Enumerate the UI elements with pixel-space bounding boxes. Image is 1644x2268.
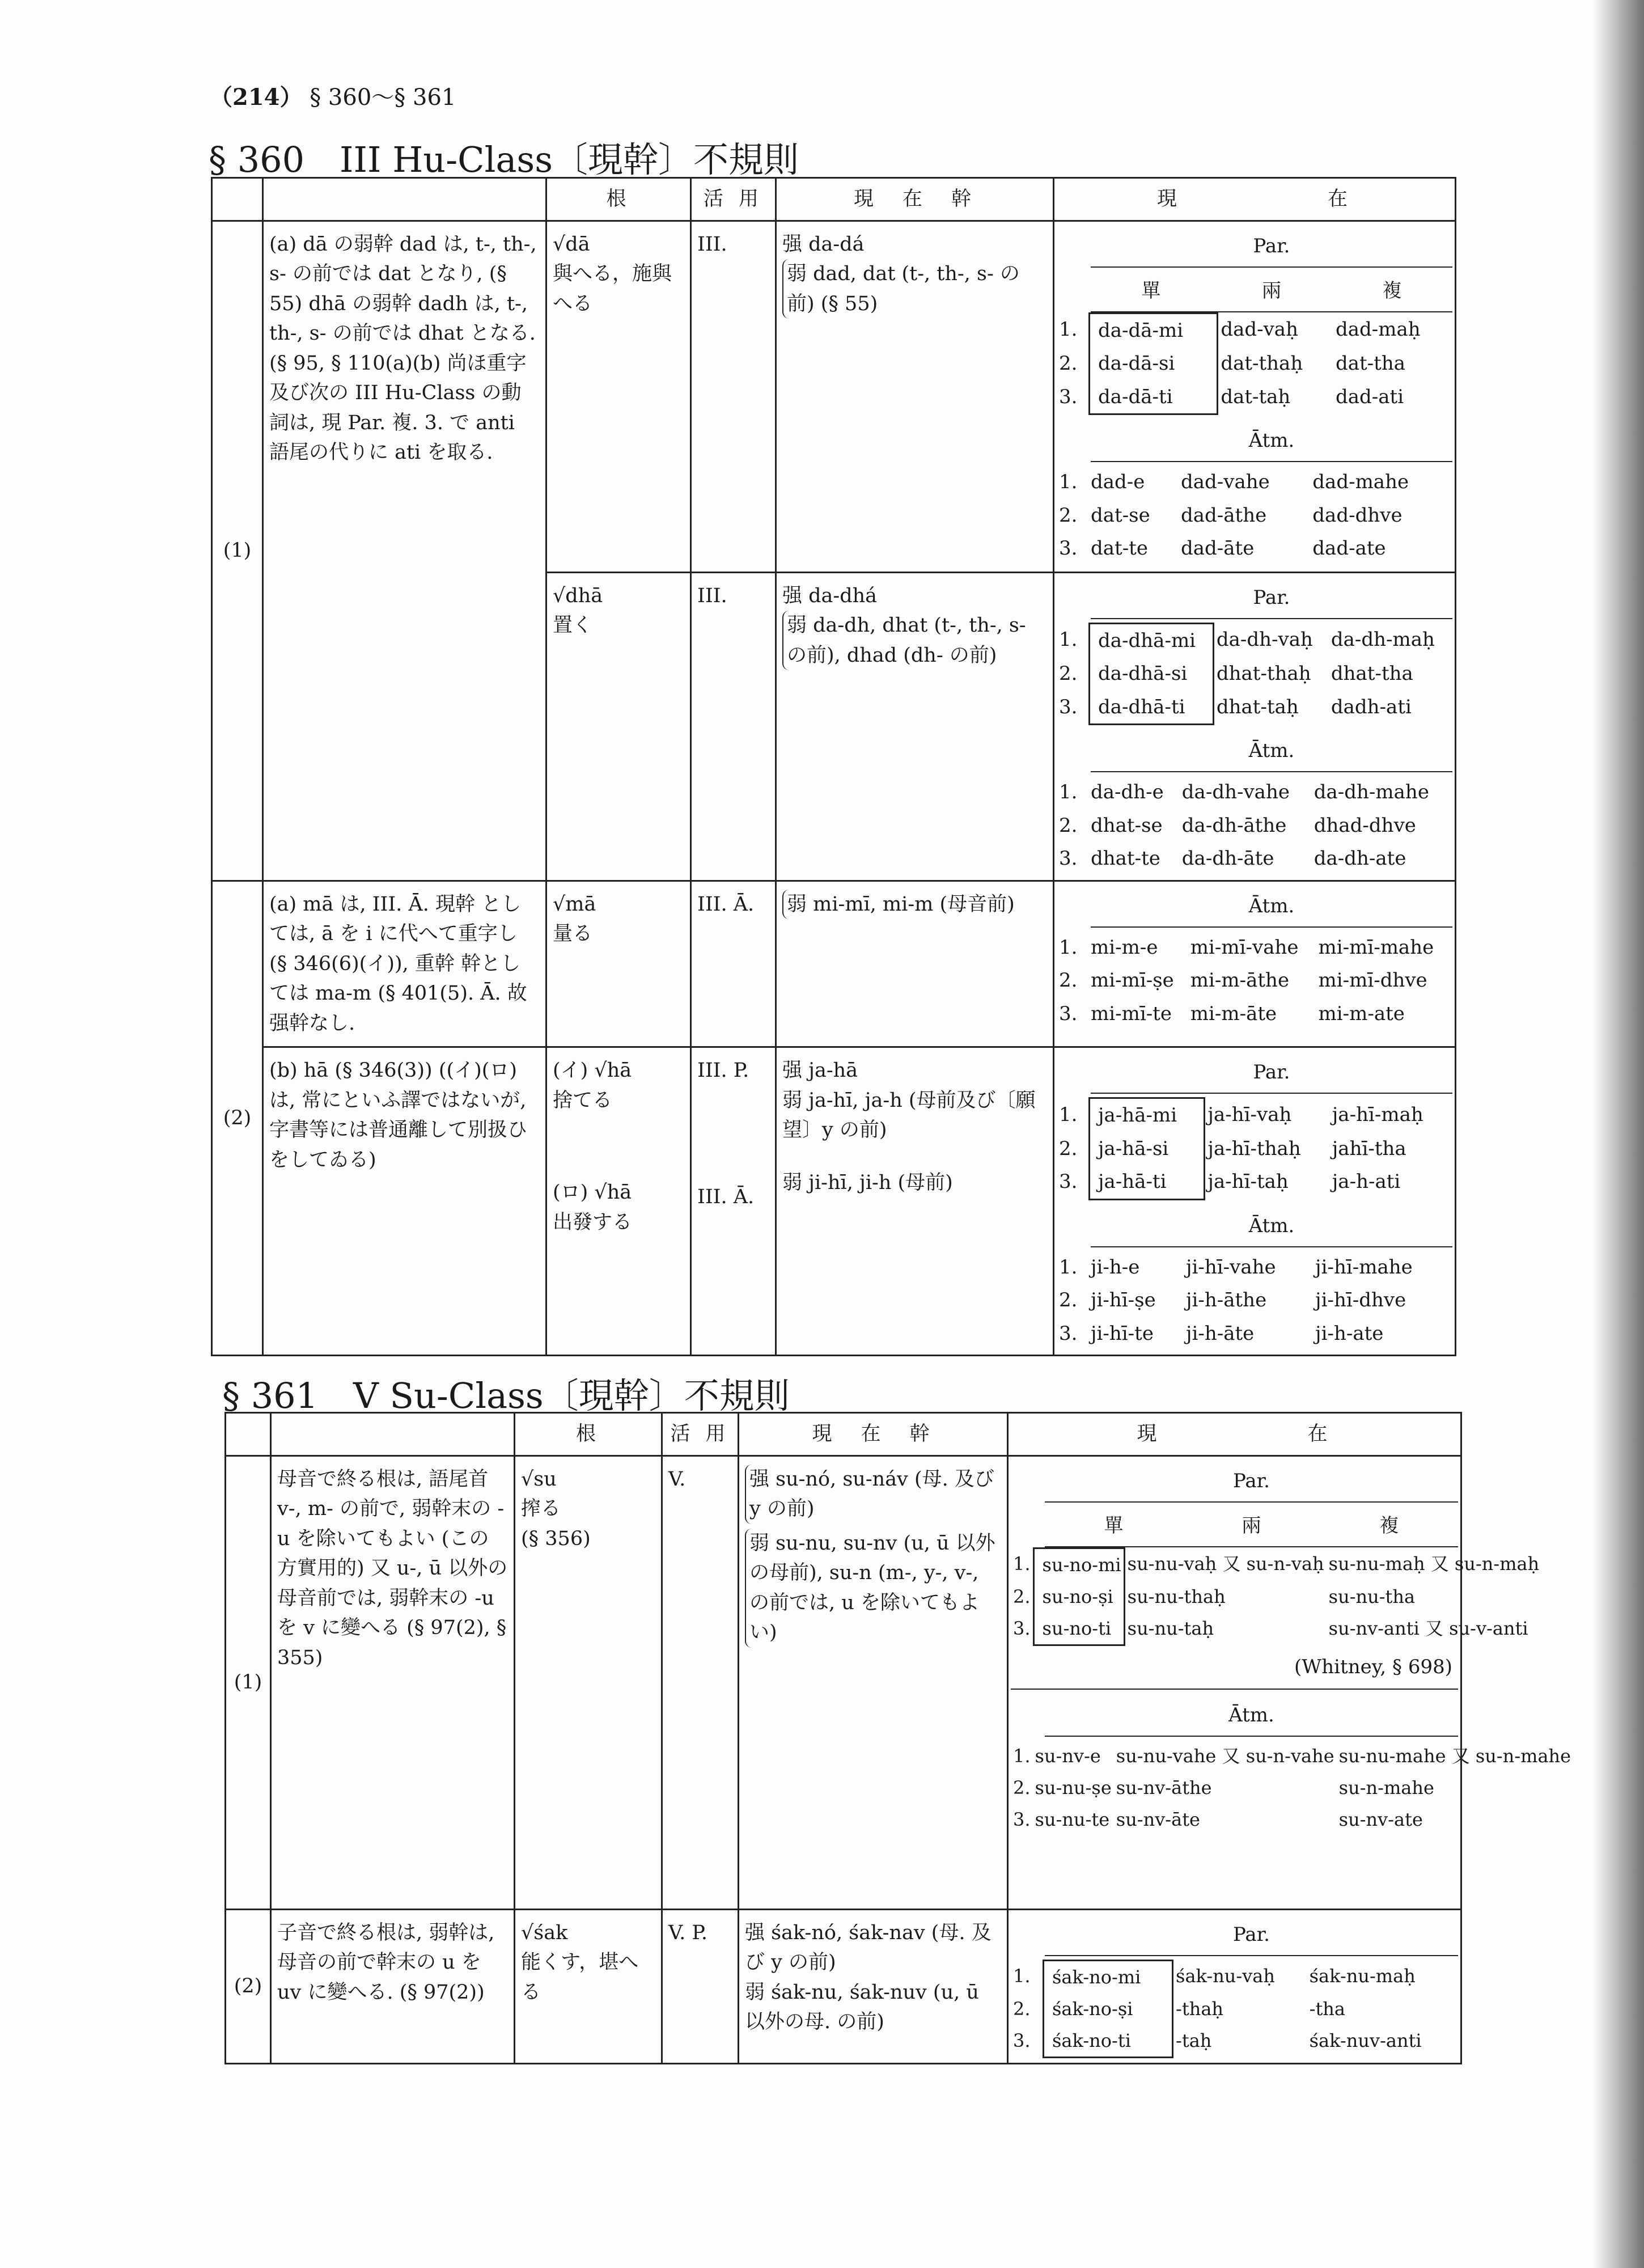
stem-weak: 弱 mi-mī, mi-m (母音前) — [782, 890, 1015, 920]
s361-table — [224, 1412, 1571, 2064]
form: su-nv-ate — [1338, 1808, 1423, 1830]
s360-table — [211, 177, 1456, 1356]
dual-label: 兩 — [1242, 1514, 1261, 1537]
form: ji-h-ate — [1315, 1322, 1384, 1345]
stem-weak: 弱 da-dh, dhat (t-, th-, s- の前), dhad (dh- の前) — [782, 611, 1047, 670]
form: mi-mī-ṣe — [1091, 969, 1174, 992]
form: su-n-mahe — [1338, 1776, 1434, 1799]
number-header — [1091, 271, 1452, 312]
header-present: 現 在 — [1054, 178, 1456, 221]
form: mi-mī-dhve — [1318, 969, 1427, 992]
form: dat-te — [1091, 537, 1148, 560]
stem-strong: 强 su-nó, su-náv (母. 及び y の前) — [745, 1465, 1001, 1524]
voice-label: Ātm. — [1091, 1206, 1452, 1247]
person-number: 2. — [1059, 1137, 1078, 1160]
form: da-dh-mahe — [1313, 781, 1429, 803]
form: dad-maḥ — [1335, 318, 1421, 341]
person-number: 2. — [1059, 1289, 1078, 1311]
form: su-nu-vaḥ 又 su-n-vaḥ — [1127, 1553, 1324, 1575]
form: da-dā-mi — [1090, 313, 1218, 347]
form: da-dh-āthe — [1181, 814, 1287, 837]
stem-weak: 弱 śak-nu, śak-nuv (u, ū 以外の母. の前) — [745, 1981, 979, 2033]
person-number: 3. — [1013, 1808, 1031, 1830]
page-edge-shadow — [1593, 0, 1644, 2268]
paradigm-table — [1011, 1960, 1458, 2058]
form: mi-mī-mahe — [1318, 936, 1434, 959]
form: ja-hā-ti — [1090, 1165, 1205, 1199]
stem-weak: 弱 dad, dat (t-, th-, s- の前) (§ 55) — [782, 259, 1047, 319]
form: ja-hī-thaḥ — [1207, 1137, 1301, 1160]
row-number: (2) — [226, 1909, 271, 2063]
root: √śak — [521, 1921, 568, 1944]
person-number: 1. — [1013, 1553, 1031, 1575]
form: dad-ate — [1312, 537, 1386, 560]
s361-row-su — [226, 1455, 1461, 1909]
conjugation-class: III. — [691, 221, 776, 572]
form: da-dā-si — [1090, 347, 1218, 380]
number-header — [1045, 1506, 1458, 1547]
form: ji-hī-te — [1091, 1322, 1154, 1345]
voice-label: Par. — [1045, 1915, 1458, 1956]
header-root: 根 — [546, 178, 691, 221]
form: dadh-ati — [1331, 695, 1412, 718]
form: su-nu-te — [1035, 1808, 1110, 1830]
reference-note: (Whitney, § 698) — [1011, 1646, 1458, 1690]
form: mi-m-ate — [1318, 1002, 1405, 1025]
form: dhat-se — [1091, 814, 1163, 837]
person-number: 1. — [1059, 1255, 1078, 1279]
form: dhat-tha — [1331, 662, 1413, 685]
root-meaning: 出發する — [553, 1211, 633, 1234]
form: ja-hī-vaḥ — [1207, 1103, 1292, 1126]
person-number: 1. — [1059, 318, 1078, 341]
form: ja-h-ati — [1332, 1170, 1401, 1193]
person-number: 2. — [1059, 814, 1078, 837]
stem-strong: 强 śak-nó, śak-nav (母. 及び y の前) — [745, 1921, 992, 1974]
person-number: 2. — [1013, 1585, 1031, 1607]
form: da-dh-vahe — [1181, 781, 1290, 803]
form: ja-hī-maḥ — [1332, 1103, 1423, 1126]
running-header — [210, 79, 456, 112]
form: ji-h-e — [1091, 1255, 1140, 1279]
form: dad-āthe — [1180, 503, 1267, 527]
conjugation-class: III. Ā. — [691, 881, 776, 1047]
paradigm-table — [1057, 623, 1452, 726]
form: su-nv-anti 又 su-v-anti — [1328, 1617, 1528, 1639]
header-root: 根 — [515, 1413, 662, 1456]
form: su-nv-e — [1035, 1745, 1101, 1767]
form: dad-e — [1091, 471, 1145, 493]
form: mi-m-e — [1091, 936, 1158, 959]
form: ji-hī-vahe — [1185, 1255, 1276, 1279]
form: da-dā-ti — [1090, 380, 1218, 414]
form: dad-vahe — [1180, 471, 1270, 493]
form: mi-m-āthe — [1190, 969, 1290, 992]
form: mi-mī-te — [1091, 1002, 1172, 1025]
row-description: 母音で終る根は, 語尾首 v-, m- の前で, 弱幹末の -u を除いてもよい (この方實用的) 又 u-, ū 以外の母音前では, 弱幹末の -u を v に變へる (§ 97(2), § 355) — [271, 1455, 515, 1909]
paradigm-table — [1011, 1547, 1543, 1646]
form: dat-tha — [1335, 352, 1405, 375]
row-number: (1) — [212, 221, 263, 881]
form: ji-hī-dhve — [1315, 1289, 1406, 1311]
root-meaning: 搾る — [521, 1497, 561, 1520]
root-meaning: 置く — [553, 614, 593, 637]
person-number: 2. — [1013, 1998, 1031, 2020]
form: su-nu-taḥ — [1127, 1617, 1214, 1639]
conjugation-class: III. Ā. — [697, 1185, 755, 1208]
root: (イ) √hā — [553, 1059, 632, 1082]
paradigm-cell — [1054, 1047, 1456, 1356]
person-number: 1. — [1059, 936, 1078, 959]
person-number: 3. — [1059, 847, 1078, 870]
singular-label: 單 — [1104, 1514, 1124, 1537]
form: su-no-mi — [1033, 1548, 1124, 1581]
person-number: 1. — [1013, 1965, 1031, 1987]
voice-label: Par. — [1091, 1052, 1452, 1094]
form: dad-dhve — [1312, 503, 1403, 527]
section-361-title: § 361 V Su-Class〔現幹〕不規則 — [222, 1375, 790, 1416]
form: ji-hī-mahe — [1315, 1255, 1413, 1279]
form: ji-h-āthe — [1185, 1289, 1267, 1311]
form: dad-ati — [1335, 385, 1404, 408]
voice-label: Ātm. — [1045, 1695, 1458, 1737]
paradigm-cell — [1008, 1909, 1461, 2063]
form: su-nv-āthe — [1116, 1776, 1212, 1799]
paradigm-cell — [1054, 221, 1456, 572]
person-number: 3. — [1059, 537, 1078, 560]
person-number: 2. — [1059, 352, 1078, 375]
plural-label: 複 — [1382, 279, 1402, 302]
form: dat-taḥ — [1221, 385, 1291, 408]
form: ja-hā-mi — [1090, 1098, 1205, 1132]
form: dhat-taḥ — [1216, 695, 1299, 718]
person-number: 2. — [1059, 969, 1078, 992]
form: dad-vaḥ — [1221, 318, 1298, 341]
conjugation-class: III. P. — [697, 1059, 749, 1082]
stem-weak: 弱 ji-hī, ji-h (母前) — [782, 1171, 953, 1194]
voice-label: Par. — [1091, 578, 1452, 619]
form: śak-no-ṣi — [1044, 1993, 1173, 2025]
paradigm-cell — [1054, 881, 1456, 1047]
page-number: （214） — [210, 84, 303, 111]
form: śak-nu-maḥ — [1309, 1965, 1416, 1987]
paradigm-table — [1011, 1740, 1573, 1835]
root-meaning: 捨てる — [553, 1089, 613, 1112]
row-description: (a) mā は, III. Ā. 現幹 としては, ā を i に代へて重字し (§ 346(6)(イ)), 重幹 幹としては ma-m (§ 401(5). Ā. 故强幹なし. — [263, 881, 546, 1047]
s360-header-row — [212, 178, 1456, 221]
voice-label: Ātm. — [1091, 731, 1452, 772]
form: mi-mī-vahe — [1190, 936, 1299, 959]
person-number: 3. — [1059, 1170, 1078, 1193]
singular-label: 單 — [1141, 279, 1161, 302]
form: su-nu-ṣe — [1035, 1776, 1112, 1799]
stem-weak: 弱 su-nu, su-nv (u, ū 以外の母前), su-n (m-, y-, v-, の前では, u を除いてもよい) — [745, 1529, 1001, 1648]
form: mi-m-āte — [1190, 1002, 1277, 1025]
voice-label: Ātm. — [1091, 421, 1452, 462]
form: da-dh-vaḥ — [1216, 628, 1313, 651]
root: √su — [521, 1467, 557, 1491]
root: √dhā — [553, 584, 603, 607]
root-meaning: 量る — [553, 923, 593, 945]
s360-row-da — [212, 221, 1456, 572]
form: su-nv-āte — [1116, 1808, 1200, 1830]
form: dad-mahe — [1312, 471, 1409, 493]
stem-strong: 强 da-dá — [782, 232, 865, 256]
form: ji-hī-ṣe — [1091, 1289, 1156, 1311]
form: śak-nuv-anti — [1309, 2029, 1422, 2051]
s360-row-ha — [212, 1047, 1456, 1356]
person-number: 2. — [1013, 1776, 1031, 1799]
form: śak-no-ti — [1044, 2025, 1173, 2058]
form: ja-hā-si — [1090, 1132, 1205, 1166]
paradigm-table — [1057, 931, 1452, 1031]
root: √dā — [553, 232, 590, 256]
root: (ロ) √hā — [553, 1181, 632, 1204]
form: dhat-te — [1091, 847, 1160, 870]
person-number: 2. — [1059, 662, 1078, 685]
paradigm-cell — [1008, 1455, 1571, 1909]
root-meaning: 與へる，施與へる — [553, 263, 672, 315]
header-stem: 現 在 幹 — [739, 1413, 1008, 1456]
voice-label: Par. — [1045, 1461, 1458, 1503]
form: da-dhā-si — [1090, 657, 1214, 691]
form: da-dh-maḥ — [1331, 628, 1435, 651]
person-number: 3. — [1059, 1002, 1078, 1025]
person-number: 1. — [1059, 628, 1078, 651]
form: dhad-dhve — [1313, 814, 1416, 837]
form: su-no-ti — [1033, 1613, 1124, 1645]
paradigm-cell — [1054, 572, 1456, 881]
form: dad-āte — [1180, 537, 1255, 560]
form: da-dh-āte — [1181, 847, 1274, 870]
voice-label: Ātm. — [1091, 886, 1452, 928]
form: -tha — [1309, 1998, 1345, 2020]
person-number: 3. — [1059, 1322, 1078, 1345]
form: dhat-thaḥ — [1216, 662, 1311, 685]
conjugation-class: V. P. — [662, 1909, 739, 2063]
root-meaning: 能くす，堪へる — [521, 1951, 639, 2004]
person-number: 1. — [1059, 471, 1078, 493]
root-reference: (§ 356) — [521, 1527, 591, 1550]
stem-strong: 强 ja-hā — [782, 1059, 858, 1082]
s361-header-row — [226, 1413, 1461, 1456]
person-number: 3. — [1013, 1617, 1031, 1639]
form: ja-hī-taḥ — [1207, 1170, 1289, 1193]
dual-label: 兩 — [1262, 279, 1281, 302]
paradigm-table — [1057, 466, 1452, 565]
plural-label: 複 — [1379, 1514, 1399, 1537]
paradigm-table — [1057, 1251, 1452, 1351]
paradigm-table — [1057, 776, 1452, 875]
conjugation-class: V. — [662, 1455, 739, 1909]
person-number: 2. — [1059, 503, 1078, 527]
form: su-nu-maḥ 又 su-n-maḥ — [1328, 1553, 1540, 1575]
form: su-nu-mahe 又 su-n-mahe — [1338, 1745, 1571, 1767]
form: su-nu-vahe 又 su-n-vahe — [1116, 1745, 1334, 1767]
form: da-dhā-mi — [1090, 623, 1214, 657]
paradigm-table — [1057, 312, 1452, 416]
form: śak-no-mi — [1044, 1960, 1173, 1993]
row-number: (2) — [212, 881, 263, 1356]
header-present: 現 在 — [1008, 1413, 1461, 1456]
stem-strong: 强 da-dhá — [782, 584, 878, 607]
row-number: (1) — [226, 1455, 271, 1909]
section-range: § 360～§ 361 — [310, 84, 456, 111]
form: da-dh-ate — [1313, 847, 1406, 870]
conjugation-class: III. — [691, 572, 776, 881]
root: √mā — [553, 892, 596, 916]
form: su-nu-thaḥ — [1127, 1585, 1226, 1607]
form: dat-thaḥ — [1221, 352, 1303, 375]
person-number: 3. — [1059, 385, 1078, 408]
row-description: (b) hā (§ 346(3)) ((イ)(ロ)は, 常にといふ譯ではないが, 字書等には普通離して別扱ひをしてゐる) — [263, 1047, 546, 1356]
header-stem: 現 在 幹 — [776, 178, 1054, 221]
row-description: (a) dā の弱幹 dad は, t-, th-, s- の前では dat となり, (§ 55) dhā の弱幹 dadh は, t-, th-, s- の前では dhat となる. (§ 95, § 110(a)(b) 尚ほ重字及び次の III Hu-Class の動詞は, 現 Par. 複. 3. で anti 語尾の代りに ati を取る. — [263, 221, 546, 881]
form: dat-se — [1091, 503, 1150, 527]
person-number: 3. — [1013, 2029, 1031, 2051]
header-conj: 活 用 — [662, 1413, 739, 1456]
s360-row-ma — [212, 881, 1456, 1047]
person-number: 1. — [1059, 1103, 1078, 1126]
voice-label: Par. — [1091, 226, 1452, 268]
stem-weak: 弱 ja-hī, ja-h (母前及び〔願望〕y の前) — [782, 1089, 1036, 1141]
form: -thaḥ — [1176, 1998, 1224, 2020]
person-number: 1. — [1059, 781, 1078, 803]
form: su-no-ṣi — [1033, 1581, 1124, 1613]
person-number: 3. — [1059, 695, 1078, 718]
header-conj: 活 用 — [691, 178, 776, 221]
form: su-nu-tha — [1328, 1585, 1416, 1607]
section-360-title: § 360 III Hu-Class〔現幹〕不規則 — [209, 139, 799, 180]
form: jahī-tha — [1332, 1137, 1406, 1160]
form: da-dhā-ti — [1090, 691, 1214, 725]
paradigm-table — [1057, 1097, 1452, 1200]
form: da-dh-e — [1091, 781, 1164, 803]
form: śak-nu-vaḥ — [1176, 1965, 1275, 1987]
form: -taḥ — [1176, 2029, 1212, 2051]
form: ji-h-āte — [1185, 1322, 1255, 1345]
s361-row-sak — [226, 1909, 1461, 2063]
person-number: 1. — [1013, 1745, 1031, 1767]
row-description: 子音で終る根は, 弱幹は, 母音の前で幹末の u を uv に變へる. (§ 97(2)) — [271, 1909, 515, 2063]
